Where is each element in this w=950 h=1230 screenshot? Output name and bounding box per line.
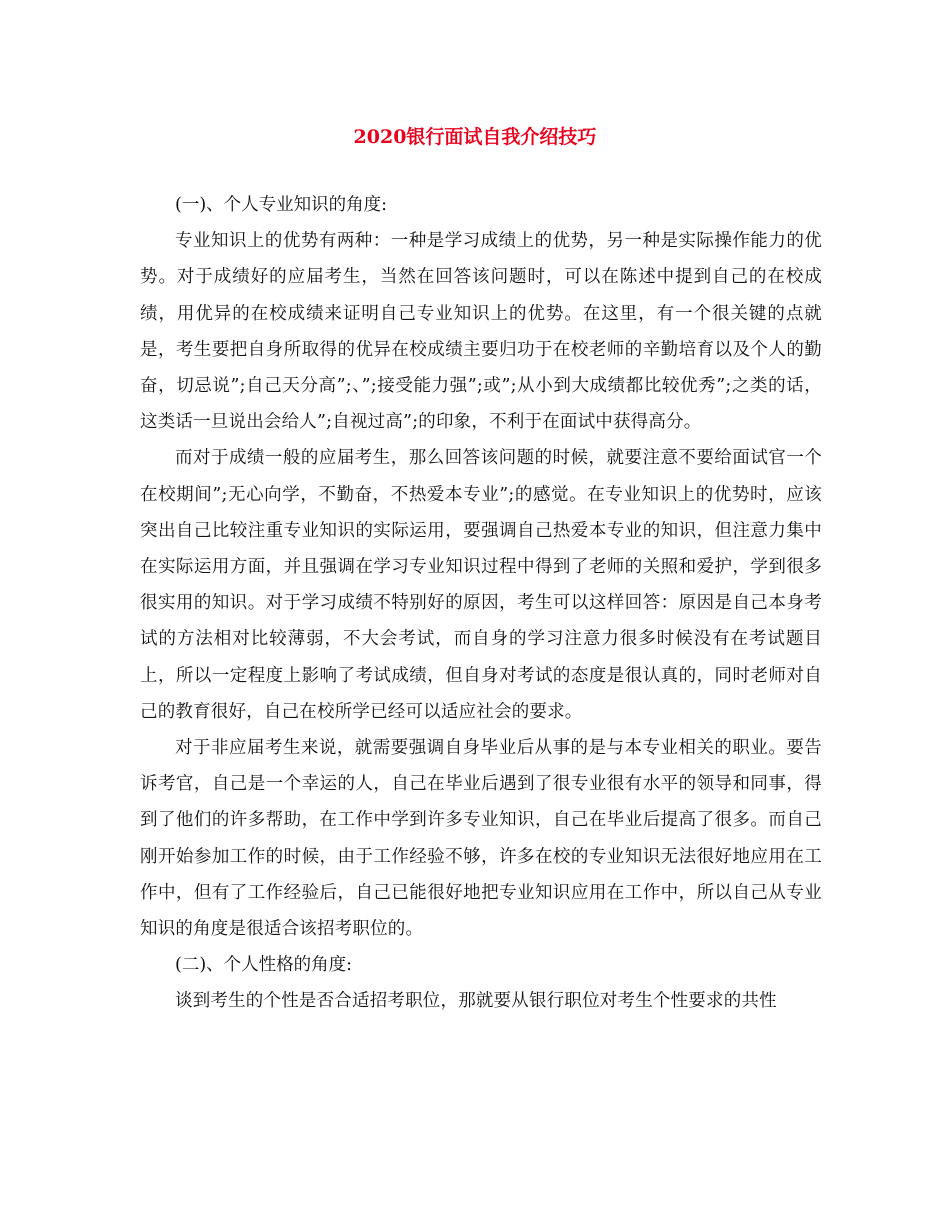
paragraph-2: 而对于成绩一般的应届考生，那么回答该问题的时候，就要注意不要给面试官一个在校期间”;无心向学，不勤奋，不热爱本专业”;的感觉。在专业知识上的优势时，应该突出自己比较注重专业知识的实际运用，要强调自己热爱本专业的知识，但注意力集中在实际运用方面，并且强调在学习专业知识过程中得到了老师的关照和爱护，学到很多很实用的知识。对于学习成绩不特别好的原因，考生可以这样回答：原因是自己本身考试的方法相对比较薄弱，不大会考试，而自身的学习注意力很多时候没有在考试题目上，所以一定程度上影响了考试成绩，但自身对考试的态度是很认真的，同时老师对自己的教育很好，自己在校所学已经可以适应社会的要求。 [140, 448, 822, 722]
paragraph-1: 专业知识上的优势有两种：一种是学习成绩上的优势，另一种是实际操作能力的优势。对于成绩好的应届考生，当然在回答该问题时，可以在陈述中提到自己的在校成绩，用优异的在校成绩来证明自己专业知识上的优势。在这里，有一个很关键的点就是，考生要把自身所取得的优异在校成绩主要归功于在校老师的辛勤培育以及个人的勤奋，切忌说”;自己天分高”;、”;接受能力强”;或”;从小到大成绩都比较优秀”;之类的话，这类话一旦说出会给人”;自视过高”;的印象，不利于在面试中获得高分。 [140, 231, 822, 433]
section-heading-1: (一)、个人专业知识的角度: [175, 195, 388, 215]
section-heading-2: (二)、个人性格的角度: [175, 955, 353, 976]
paragraph-3: 对于非应届考生来说，就需要强调自身毕业后从事的是与本专业相关的职业。要告诉考官，自己是一个幸运的人，自己在毕业后遇到了很专业很有水平的领导和同事，得到了他们的许多帮助，在工作中学到许多专业知识，自己在毕业后提高了很多。而自己刚开始参加工作的时候，由于工作经验不够，许多在校的专业知识无法很好地应用在工作中，但有了工作经验后，自己已能很好地把专业知识应用在工作中，所以自己从专业知识的角度是很适合该招考职位的。 [140, 738, 822, 940]
paragraph-4: 谈到考生的个性是否合适招考职位，那就要从银行职位对考生个性要求的共性 [175, 991, 777, 1012]
document-body [140, 187, 822, 1020]
document-title: 2020银行面试自我介绍技巧 [353, 126, 597, 148]
